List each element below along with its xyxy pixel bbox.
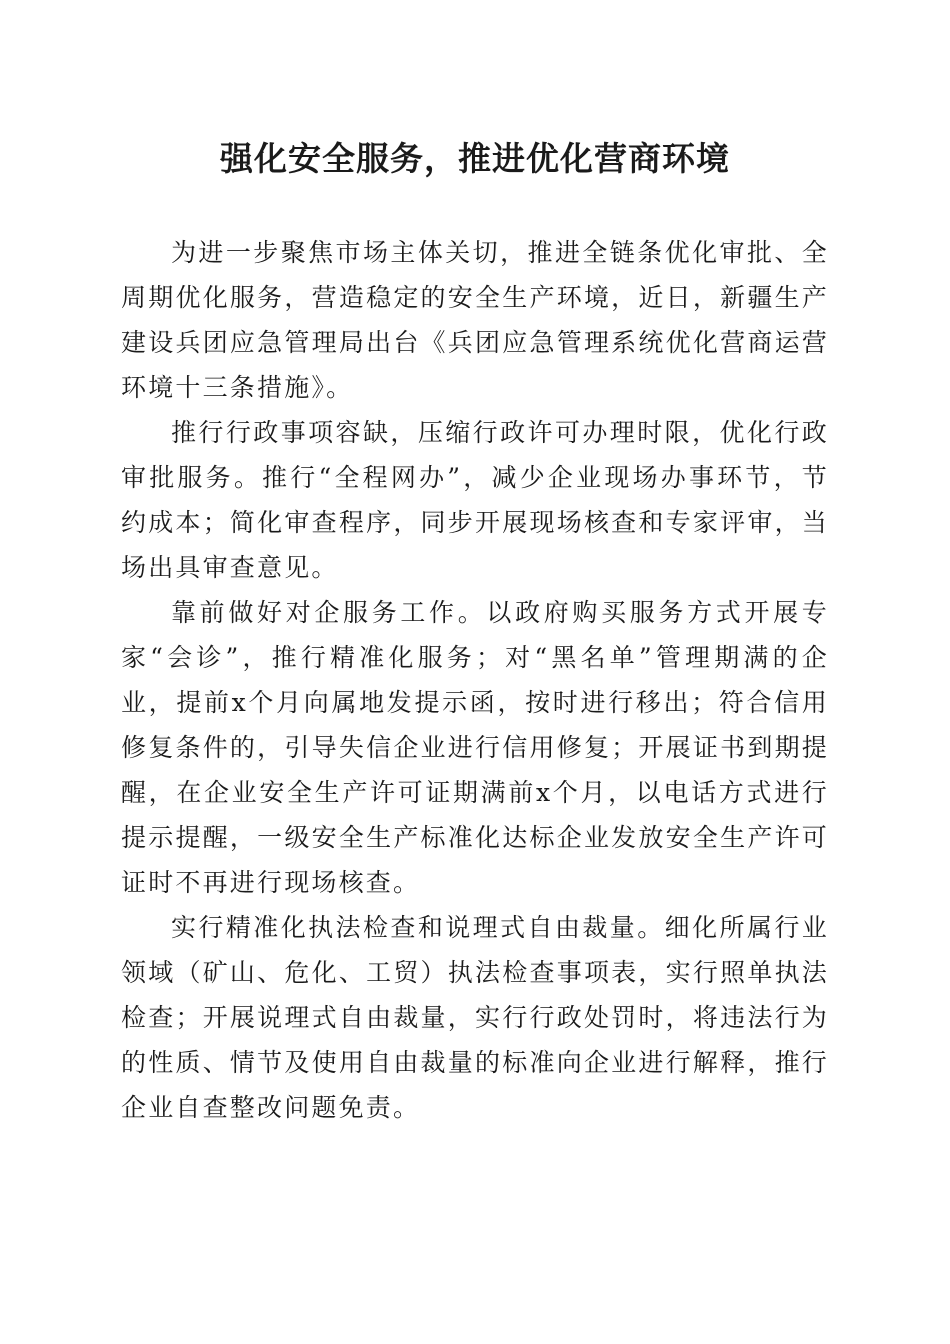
document-title: 强化安全服务，推进优化营商环境: [220, 139, 730, 178]
paragraph-law-enforcement: 实行精准化执法检查和说理式自由裁量。细化所属行业领域（矿山、危化、工贸）执法检查事项表，实行照单执法检查；开展说理式自由裁量，实行行政处罚时，将违法行为的性质、情节及使用自由裁量的标准向企业进行解释，推行企业自查整改问题免责。: [121, 913, 829, 1122]
paragraph-intro: 为进一步聚焦市场主体关切，推进全链条优化审批、全周期优化服务，营造稳定的安全生产环境，近日，新疆生产建设兵团应急管理局出台《兵团应急管理系统优化营商运营环境十三条措施》。: [121, 238, 829, 402]
paragraph-enterprise-service: 靠前做好对企服务工作。以政府购买服务方式开展专家“会诊”，推行精准化服务；对“黑名单”管理期满的企业，提前x个月向属地发提示函，按时进行移出；符合信用修复条件的，引导失信企业进行信用修复；开展证书到期提醒，在企业安全生产许可证期满前x个月，以电话方式进行提示提醒，一级安全生产标准化达标企业发放安全生产许可证时不再进行现场核查。: [121, 598, 829, 897]
paragraph-administrative-approval: 推行行政事项容缺，压缩行政许可办理时限，优化行政审批服务。推行“全程网办”，减少企业现场办事环节，节约成本；简化审查程序，同步开展现场核查和专家评审，当场出具审查意见。: [121, 418, 829, 582]
document-body: [121, 230, 829, 1130]
